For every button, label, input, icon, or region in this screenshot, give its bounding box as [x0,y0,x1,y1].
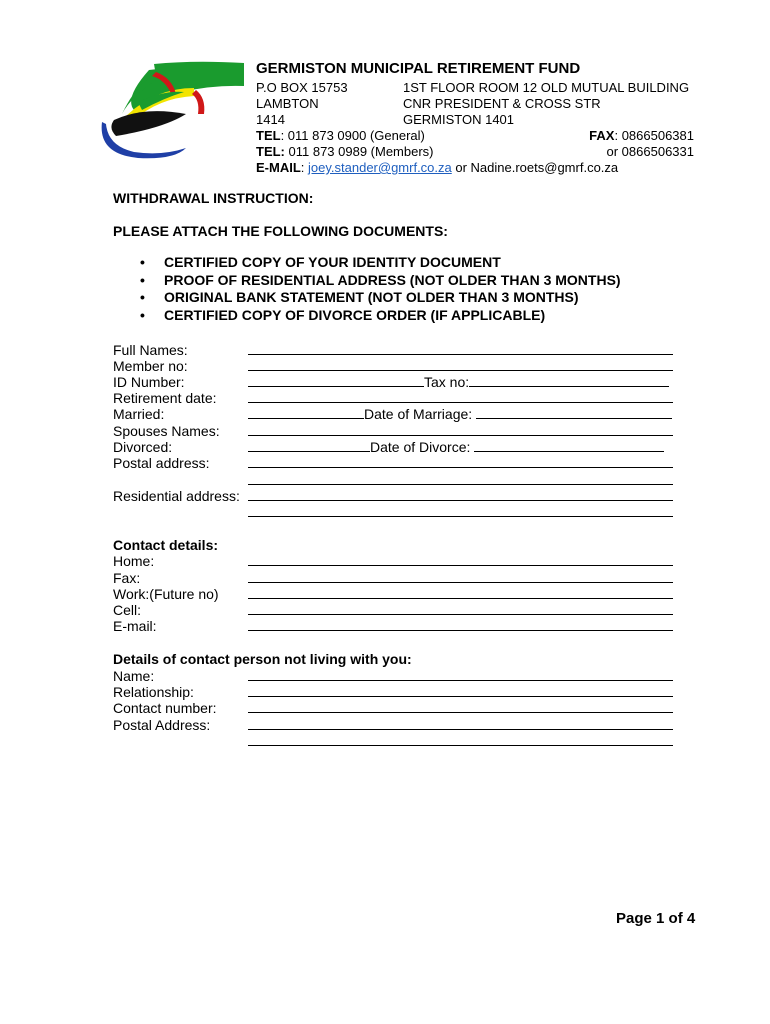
contact-person-name-field[interactable] [248,668,673,684]
residential-address-field[interactable] [248,488,673,504]
po-box: P.O BOX 15753 [256,80,348,95]
contact-person-name-label: Name: [113,668,155,684]
email-label: E-MAIL [256,160,301,175]
contact-postal-address-label: Postal Address: [113,717,211,733]
fax-primary [589,128,694,144]
fax-primary-number: : 0866506381 [614,128,694,143]
email-field[interactable] [248,618,673,634]
email-label-contact: E-mail: [113,618,157,634]
work-field[interactable] [248,586,673,602]
tel-members-label: TEL: [256,144,285,159]
divorced-field[interactable] [248,439,673,455]
tel-general-number: : 011 873 0900 (General) [280,128,425,143]
postal-address-label: Postal address: [113,455,210,471]
list-item: • PROOF OF RESIDENTIAL ADDRESS (NOT OLDER THAN 3 MONTHS) [140,272,621,290]
page-number: Page 1 of 4 [616,910,696,927]
contact-postal-address-field[interactable] [248,717,673,733]
email-link[interactable]: joey.stander@gmrf.co.za [308,160,452,175]
residential-address-field-line2[interactable] [248,504,673,520]
postal-address-field-line2[interactable] [248,472,673,488]
tel-general [256,128,425,144]
tel-members-number: 011 873 0989 (Members) [284,144,434,159]
postal-code: 1414 [256,112,285,127]
divorced-label: Divorced: [113,439,173,455]
contact-postal-address-field-line2[interactable] [248,733,673,749]
list-item: • CERTIFIED COPY OF DIVORCE ORDER (IF APPLICABLE) [140,307,621,325]
street-address-line3: GERMISTON 1401 [403,112,515,127]
member-no-label: Member no: [113,358,188,374]
spouses-names-label: Spouses Names: [113,423,220,439]
married-field[interactable] [248,406,673,422]
fax-secondary: or 0866506331 [606,144,694,159]
fax-field[interactable] [248,570,673,586]
postal-address-field[interactable] [248,455,673,471]
email-line [256,160,618,176]
married-label: Married: [113,406,165,422]
id-number-field[interactable] [248,374,673,390]
tel-label: TEL [256,128,281,143]
fund-logo [94,58,250,170]
contact-person-heading: Details of contact person not living with you: [113,651,412,667]
home-label: Home: [113,553,155,569]
cell-label: Cell: [113,602,142,618]
lambton: LAMBTON [256,96,319,111]
email-alt: or Nadine.roets@gmrf.co.za [451,160,619,175]
id-number-label: ID Number: [113,374,185,390]
home-field[interactable] [248,553,673,569]
required-documents-list [140,254,621,324]
street-address-line2: CNR PRESIDENT & CROSS STR [403,96,601,111]
fax-label-contact: Fax: [113,570,141,586]
residential-address-label: Residential address: [113,488,240,504]
member-no-field[interactable] [248,358,673,374]
retirement-date-field[interactable] [248,390,673,406]
spouses-names-field[interactable] [248,423,673,439]
contact-number-field[interactable] [248,700,673,716]
contact-details-heading: Contact details: [113,537,219,553]
list-item: • ORIGINAL BANK STATEMENT (NOT OLDER THAN 3 MONTHS) [140,289,621,307]
fax-label: FAX [589,128,615,143]
withdrawal-heading: WITHDRAWAL INSTRUCTION: [113,190,314,206]
list-item: • CERTIFIED COPY OF YOUR IDENTITY DOCUMENT [140,254,621,272]
attach-heading: PLEASE ATTACH THE FOLLOWING DOCUMENTS: [113,223,448,239]
cell-field[interactable] [248,602,673,618]
tax-no-label: Tax no: [424,374,470,390]
work-label: Work:(Future no) [113,586,219,602]
email-colon: : [300,160,309,175]
relationship-label: Relationship: [113,684,194,700]
relationship-field[interactable] [248,684,673,700]
contact-number-label: Contact number: [113,700,217,716]
date-of-divorce-label: Date of Divorce: [370,439,475,455]
tel-members [256,144,434,160]
fund-title: GERMISTON MUNICIPAL RETIREMENT FUND [256,60,581,77]
full-names-label: Full Names: [113,342,188,358]
date-of-marriage-label: Date of Marriage: [364,406,477,422]
retirement-date-label: Retirement date: [113,390,217,406]
street-address-line1: 1ST FLOOR ROOM 12 OLD MUTUAL BUILDING [403,80,690,95]
full-names-field[interactable] [248,342,673,358]
